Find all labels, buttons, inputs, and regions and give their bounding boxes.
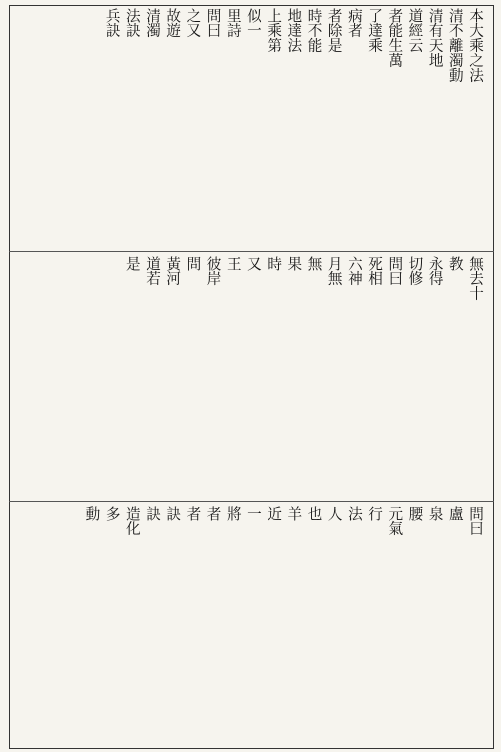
- text-column: 法訣: [123, 8, 141, 38]
- text-column: 道若: [144, 256, 161, 286]
- text-column: 故遊: [164, 8, 182, 38]
- text-column: 切修: [406, 256, 424, 286]
- text-column: 人: [325, 506, 343, 521]
- text-column: 近: [265, 506, 283, 521]
- text-column: 也: [305, 506, 323, 521]
- text-column: 是: [123, 256, 141, 271]
- text-column: 永得: [426, 256, 444, 286]
- block-separator-2: [9, 501, 494, 502]
- text-column: 盧: [446, 506, 464, 521]
- text-column: 者: [184, 506, 202, 521]
- text-column: 里詩: [224, 8, 242, 38]
- text-column: 之又: [184, 8, 202, 38]
- text-column: 教: [446, 256, 464, 271]
- text-column: 清不離濁動: [446, 8, 464, 83]
- text-column: 黃河: [164, 256, 182, 286]
- text-column: 將: [224, 506, 242, 521]
- text-column: 道經云: [406, 8, 424, 53]
- text-column: 一: [244, 506, 262, 521]
- text-column: 王: [224, 256, 242, 271]
- text-column: 訣: [144, 506, 161, 521]
- text-column: 地達法: [285, 8, 303, 53]
- text-column: 者能生萬: [386, 8, 404, 68]
- text-column: 又: [244, 256, 262, 271]
- text-column: 時不能: [305, 8, 323, 53]
- text-column: 上乘第: [265, 8, 283, 53]
- text-column: 無: [305, 256, 323, 271]
- text-column: 泉: [426, 506, 444, 521]
- text-block-1: [10, 8, 491, 248]
- text-column: 清有天地: [426, 8, 444, 68]
- text-column: 多: [103, 506, 121, 521]
- text-column: 六神: [345, 256, 363, 286]
- text-block-2: [10, 256, 491, 496]
- text-column: 果: [285, 256, 303, 271]
- text-column: 本大乘之法: [467, 8, 484, 83]
- text-column: 元氣: [386, 506, 404, 536]
- text-column: 法: [345, 506, 363, 521]
- text-column: 兵訣: [103, 8, 121, 38]
- text-column: 動: [83, 506, 101, 521]
- text-column: 時: [265, 256, 283, 271]
- text-column: 問: [184, 256, 202, 271]
- text-column: 問曰: [467, 506, 484, 536]
- text-column: 腰: [406, 506, 424, 521]
- text-column: 彼岸: [204, 256, 222, 286]
- text-column: 死相: [366, 256, 384, 286]
- text-block-3: [10, 506, 491, 746]
- text-column: 羊: [285, 506, 303, 521]
- text-column: 問曰: [386, 256, 404, 286]
- text-column: 問曰: [204, 8, 222, 38]
- text-column: 清濁: [144, 8, 161, 38]
- text-column: 者除是: [325, 8, 343, 53]
- text-column: 者: [204, 506, 222, 521]
- text-column: 造化: [123, 506, 141, 536]
- text-column: 訣: [164, 506, 182, 521]
- text-column: 病者: [345, 8, 363, 38]
- text-column: 無去十: [467, 256, 484, 301]
- text-column: 似一: [244, 8, 262, 38]
- text-column: 月無: [325, 256, 343, 286]
- text-column: 了達乘: [366, 8, 384, 53]
- block-separator-1: [9, 251, 494, 252]
- text-column: 行: [366, 506, 384, 521]
